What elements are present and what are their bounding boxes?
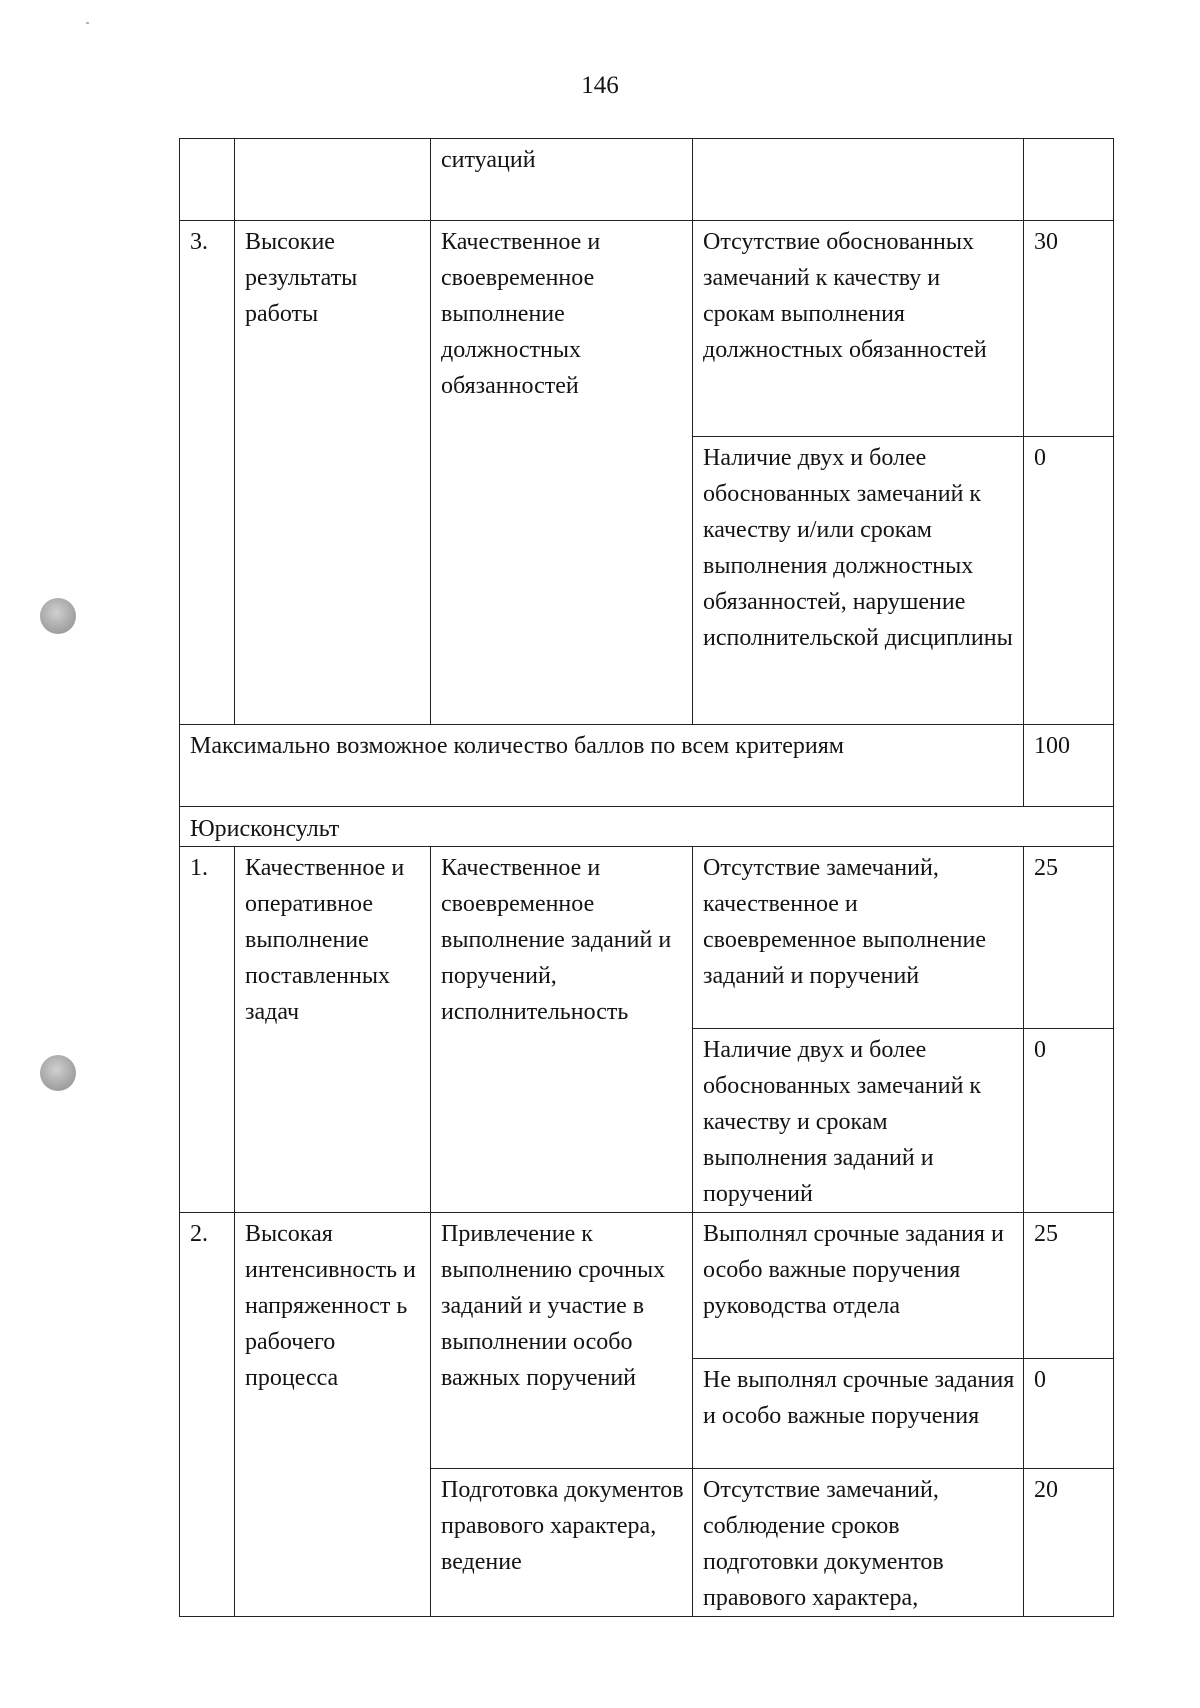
table-row-j1: [180, 847, 1114, 1029]
cell-num: [180, 139, 235, 221]
condition-cell: Не выполнял срочные задания и особо важные поручения: [693, 1359, 1024, 1469]
indicator-cell: Высокая интенсивность и напряженност ь рабочего процесса: [235, 1213, 431, 1617]
indicator-cell: Качественное и оперативное выполнение поставленных задач: [235, 847, 431, 1213]
table-row-continuation: [180, 139, 1114, 221]
total-label: Максимально возможное количество баллов по всем критериям: [180, 725, 1024, 807]
page-number: 146: [581, 72, 619, 99]
criterion-cell: Привлечение к выполнению срочных заданий и участие в выполнении особо важных поручений: [431, 1213, 693, 1469]
punch-hole-top: [40, 598, 76, 634]
condition-cell: Отсутствие обоснованных замечаний к качеству и срокам выполнения должностных обязанностей: [693, 221, 1024, 437]
cell-criterion: ситуаций: [431, 139, 693, 221]
table-row-total: [180, 725, 1114, 807]
points-cell: 30: [1024, 221, 1114, 437]
table-row-3: [180, 221, 1114, 437]
condition-cell: Наличие двух и более обоснованных замечаний к качеству и срокам выполнения заданий и поручений: [693, 1029, 1024, 1213]
table-row-j2: [180, 1213, 1114, 1359]
condition-cell: Выполнял срочные задания и особо важные поручения руководства отдела: [693, 1213, 1024, 1359]
condition-cell: Наличие двух и более обоснованных замечаний к качеству и/или срокам выполнения должностных обязанностей, нарушение исполнительской дисциплины: [693, 437, 1024, 725]
points-cell: 0: [1024, 1029, 1114, 1213]
row-number: 1.: [180, 847, 235, 1213]
criterion-cell: Качественное и своевременное выполнение заданий и поручений, исполнительность: [431, 847, 693, 1213]
points-cell: 0: [1024, 437, 1114, 725]
condition-cell: Отсутствие замечаний, качественное и своевременное выполнение заданий и поручений: [693, 847, 1024, 1029]
points-cell: 25: [1024, 847, 1114, 1029]
row-number: 2.: [180, 1213, 235, 1617]
points-cell: 20: [1024, 1469, 1114, 1617]
cell-condition: [693, 139, 1024, 221]
cell-points: [1024, 139, 1114, 221]
points-cell: 25: [1024, 1213, 1114, 1359]
condition-cell: Отсутствие замечаний, соблюдение сроков подготовки документов правового характера,: [693, 1469, 1024, 1617]
criteria-table: [179, 138, 1114, 1617]
punch-hole-bottom: [40, 1055, 76, 1091]
indicator-cell: Высокие результаты работы: [235, 221, 431, 725]
criterion-cell: Качественное и своевременное выполнение должностных обязанностей: [431, 221, 693, 725]
scan-speck: [86, 22, 89, 24]
table-row-section: [180, 807, 1114, 847]
row-number: 3.: [180, 221, 235, 725]
total-points: 100: [1024, 725, 1114, 807]
criterion-cell: Подготовка документов правового характера, ведение: [431, 1469, 693, 1617]
points-cell: 0: [1024, 1359, 1114, 1469]
section-title: Юрисконсульт: [180, 807, 1114, 847]
cell-indicator: [235, 139, 431, 221]
